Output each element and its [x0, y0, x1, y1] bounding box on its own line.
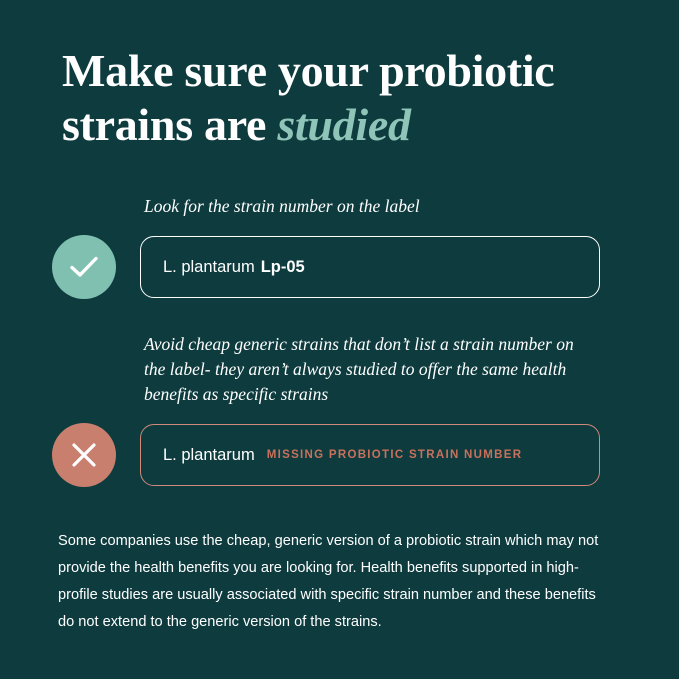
footnote-text: Some companies use the cheap, generic version of a probiotic strain which may not provide the health benefits you are looking for. Health benefits supported in high-profile studies are usually associated with specific strain number and these benefits do not extend to the generic version of the strains. [58, 533, 599, 630]
page-title [62, 44, 642, 153]
headline-line-2-prefix: strains are [62, 99, 278, 151]
missing-strain-warning: MISSING PROBIOTIC STRAIN NUMBER [266, 449, 523, 461]
cross-icon [52, 423, 116, 487]
bad-example-caption: Avoid cheap generic strains that don’t list a strain number on the label- they aren’t always studied to offer the same health benefits as specific strains [144, 334, 574, 404]
headline-accent-word: studied [277, 99, 411, 151]
strain-name-bad: L. plantarum [163, 445, 255, 464]
strain-name-good: L. plantarum [163, 257, 255, 276]
label-example-incorrect [140, 424, 600, 486]
check-icon [52, 235, 116, 299]
headline-line-1: Make sure your probiotic [62, 45, 555, 96]
label-example-correct [140, 236, 600, 298]
strain-number-good: Lp-05 [260, 257, 305, 276]
good-example-caption: Look for the strain number on the label [144, 196, 420, 216]
